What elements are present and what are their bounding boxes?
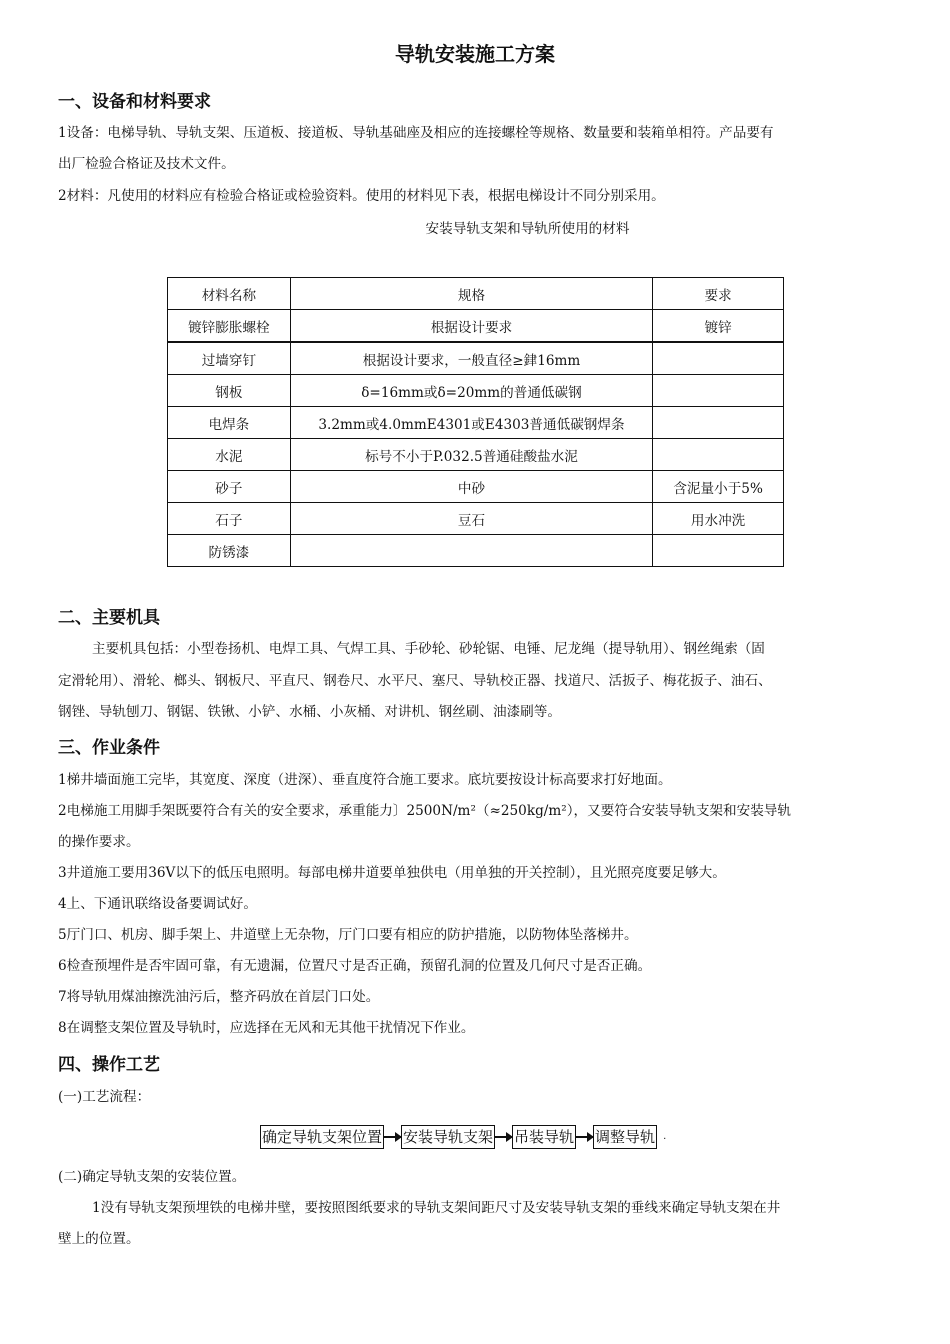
table-cell: 砂子 [168,471,291,503]
table-cell: 过墙穿钉 [168,342,291,375]
flow-step-box: 安装导轨支架 [401,1125,495,1149]
flow-step-box: 吊装导轨 [512,1125,576,1149]
table-row [168,471,784,503]
table-cell: 镀锌膨胀螺栓 [168,310,291,343]
paragraph-materials: 2材料：凡使用的材料应有检验合格证或检验资料。使用的材料见下表，根据电梯设计不同分别采用。 [58,188,665,204]
table-cell: 中砂 [290,471,652,503]
table-cell: 镀锌 [653,310,784,343]
arrow-right-icon [384,1136,401,1138]
section-heading-work-conditions: 三、作业条件 [58,738,160,758]
condition-item-4: 4上、下通讯联络设备要调试好。 [58,896,257,912]
materials-table [167,277,784,567]
subheading-process-flow: (一)工艺流程： [58,1089,151,1105]
condition-item-6: 6检查预埋件是否牢固可靠，有无遗漏，位置尺寸是否正确，预留孔洞的位置及几何尺寸是否正确。 [58,958,652,974]
table-cell [653,535,784,567]
paragraph-bracket-line2: 壁上的位置。 [58,1231,140,1247]
arrow-right-icon [495,1136,512,1138]
paragraph-bracket-line1: 1没有导轨支架预埋铁的电梯井壁，要按照图纸要求的导轨支架间距尺寸及安装导轨支架的垂线来确定导轨支架在井 [92,1200,781,1216]
table-cell [290,535,652,567]
table-cell: 豆石 [290,503,652,535]
table-caption: 安装导轨支架和导轨所使用的材料 [425,221,630,237]
table-cell: 3.2mm或4.0mmE4301或E4303普通低碳钢焊条 [290,407,652,439]
section-heading-operation-process: 四、操作工艺 [58,1055,160,1075]
table-cell [653,407,784,439]
paragraph-equipment-line1: 1设备：电梯导轨、导轨支架、压道板、接道板、导轨基础座及相应的连接螺栓等规格、数量要和装箱单相符。产品要有 [58,125,774,141]
table-row [168,503,784,535]
condition-item-1: 1梯井墙面施工完毕，其宽度、深度（进深）、垂直度符合施工要求。底坑要按设计标高要求打好地面。 [58,772,672,788]
table-cell: 含泥量小于5% [653,471,784,503]
condition-item-2-line2: 的操作要求。 [58,834,140,850]
process-flow-diagram [260,1124,666,1149]
paragraph-tools-line1: 主要机具包括：小型卷扬机、电焊工具、气焊工具、手砂轮、砂轮锯、电锤、尼龙绳（提导轨用）、钢丝绳索（固 [92,641,765,657]
table-cell: 标号不小于P.032.5普通硅酸盐水泥 [290,439,652,471]
table-cell: 防锈漆 [168,535,291,567]
table-cell: 根据设计要求，一般直径≥銉16mm [290,342,652,375]
section-heading-equipment-materials: 一、设备和材料要求 [58,92,211,112]
condition-item-8: 8在调整支架位置及导轨时，应选择在无风和无其他干扰情况下作业。 [58,1020,475,1036]
table-row [168,535,784,567]
flow-step-box: 调整导轨 [593,1125,657,1149]
table-cell: 根据设计要求 [290,310,652,343]
condition-item-7: 7将导轨用煤油擦洗油污后，整齐码放在首层门口处。 [58,989,380,1005]
condition-item-5: 5厅门口、机房、脚手架上、井道壁上无杂物，厅门口要有相应的防护措施，以防物体坠落梯井。 [58,927,638,943]
arrow-right-icon [576,1136,593,1138]
table-cell: 用水冲洗 [653,503,784,535]
table-row [168,310,784,343]
table-header-cell: 规格 [290,278,652,310]
table-cell [653,375,784,407]
table-header-cell: 材料名称 [168,278,291,310]
table-cell [653,439,784,471]
condition-item-3: 3井道施工要用36V以下的低压电照明。每部电梯井道要单独供电（用单独的开关控制），且光照亮度要足够大。 [58,865,726,881]
section-heading-tools: 二、主要机具 [58,608,160,628]
table-header-cell: 要求 [653,278,784,310]
flow-step-box: 确定导轨支架位置 [260,1125,384,1149]
table-cell: 电焊条 [168,407,291,439]
table-cell [653,342,784,375]
subheading-bracket-position: (二)确定导轨支架的安装位置。 [58,1169,246,1185]
table-row [168,375,784,407]
table-row [168,342,784,375]
flow-tail-mark: . [663,1131,667,1142]
table-cell: 石子 [168,503,291,535]
table-row [168,439,784,471]
table-row [168,407,784,439]
table-cell: 钢板 [168,375,291,407]
table-cell: δ=16mm或δ=20mm的普通低碳钢 [290,375,652,407]
paragraph-tools-line2: 定滑轮用）、滑轮、榔头、钢板尺、平直尺、钢卷尺、水平尺、塞尺、导轨校正器、找道尺、活扳子、梅花扳子、油石、 [58,673,772,689]
condition-item-2-line1: 2电梯施工用脚手架既要符合有关的安全要求，承重能力〕2500N/m²（≈250kg/m²），又要符合安装导轨支架和安装导轨 [58,803,791,819]
table-cell: 水泥 [168,439,291,471]
paragraph-equipment-line2: 出厂检验合格证及技术文件。 [58,156,235,172]
paragraph-tools-line3: 钢锉、导轨刨刀、钢锯、铁锹、小铲、水桶、小灰桶、对讲机、钢丝刷、油漆刷等。 [58,704,561,720]
page-title: 导轨安装施工方案 [395,42,555,66]
table-header-row [168,278,784,310]
